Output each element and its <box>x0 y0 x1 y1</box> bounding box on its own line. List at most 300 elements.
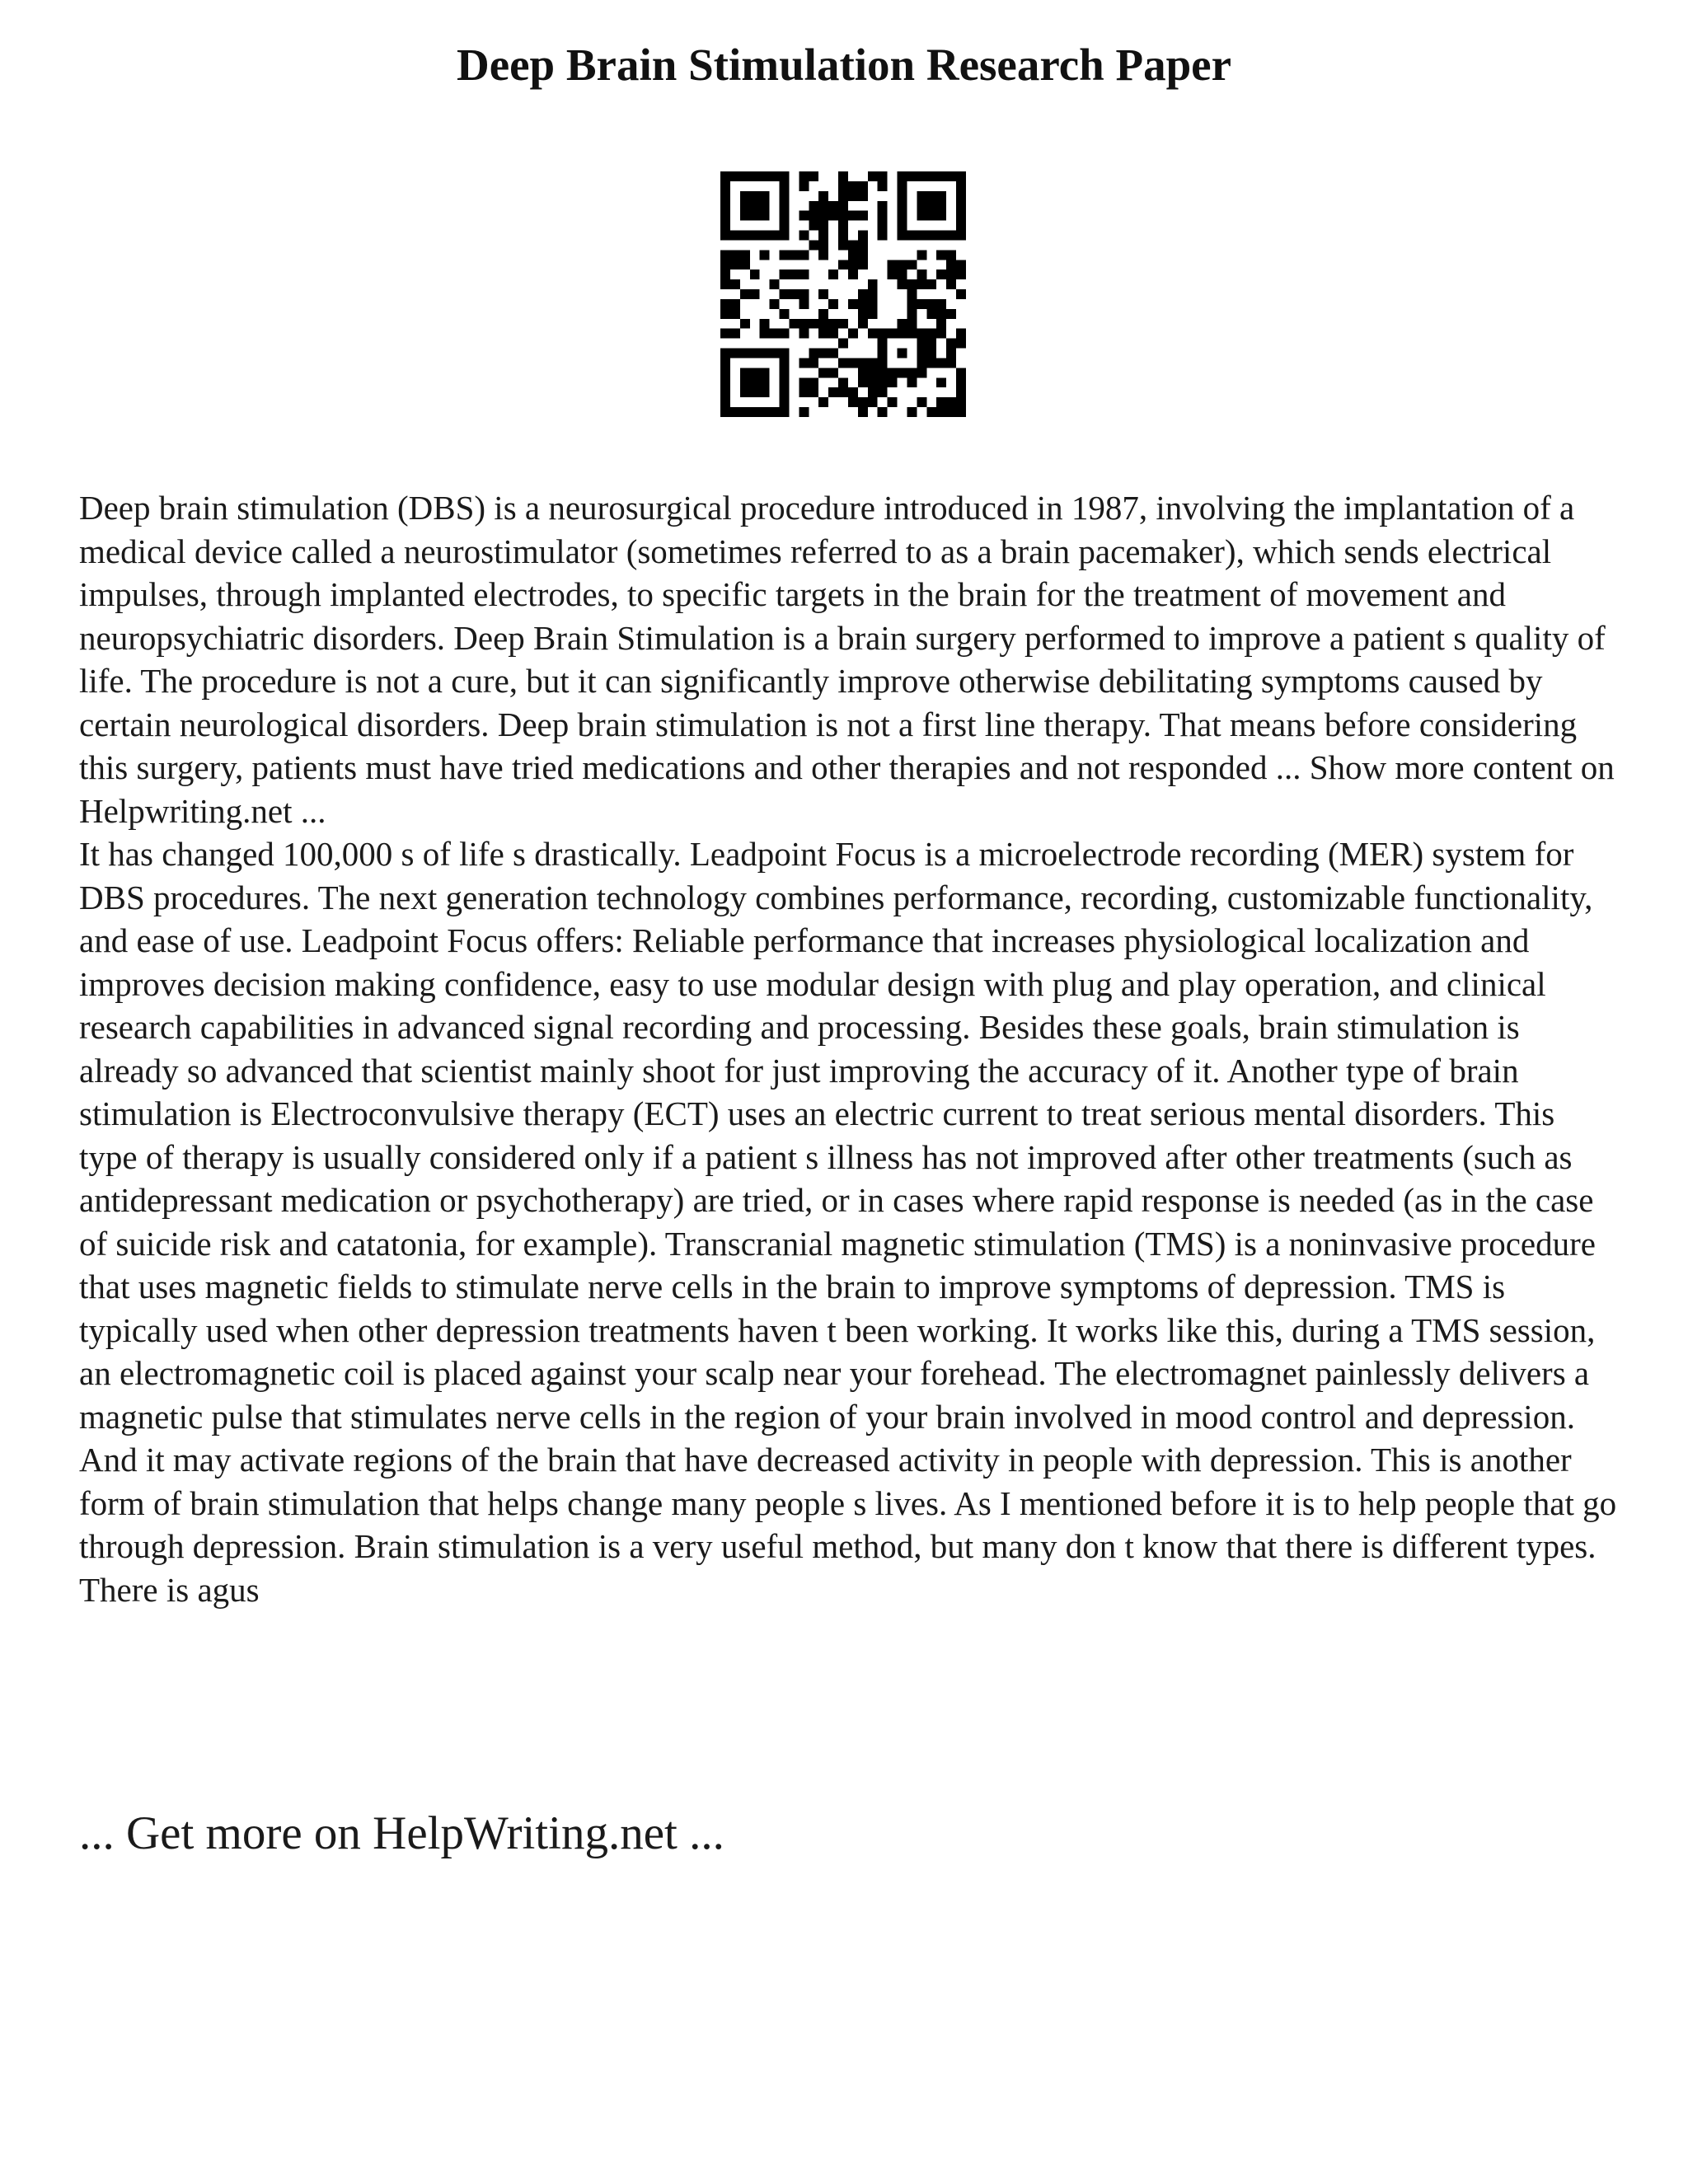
qr-module <box>750 269 760 279</box>
qr-module <box>818 319 828 329</box>
paragraph-2: It has changed 100,000 s of life s drastically. Leadpoint Focus is a microelectrode recording (MER) system for DBS procedures. The next generation technology combines performance, recording, customizable functionality, and ease of use. Leadpoint Focus offers: Reliable performance that increases physiological localization and improves decision making confidence, easy to use modular design with plug and play operation, and clinical research capabilities in advanced signal recording and processing. Besides these goals, brain stimulation is already so advanced that scientist mainly shoot for just improving the accuracy of it. Another type of brain stimulation is Electroconvulsive therapy (ECT) uses an electric current to treat serious mental disorders. This type of therapy is usually considered only if a patient s illness has not improved after other treatments (such as antidepressant medication or psychotherapy) are tried, or in cases where rapid response is needed (as in the case of suicide risk and catatonia, for example). Transcranial magnetic stimulation (TMS) is a noninvasive procedure that uses magnetic fields to stimulate nerve cells in the brain to improve symptoms of depression. TMS is typically used when other depression treatments haven t been working. It works like this, during a TMS session, an electromagnetic coil is placed against your scalp near your forehead. The electromagnet painlessly delivers a magnetic pulse that stimulates nerve cells in the region of your brain involved in mood control and depression. And it may activate regions of the brain that have decreased activity in people with depression. This is another form of brain stimulation that helps change many people s lives. As I mentioned before it is to help people that go through depression. Brain stimulation is a very useful method, but many don t know that there is different types. There is agus <box>79 835 1617 1609</box>
qr-module <box>799 329 809 339</box>
qr-module <box>858 211 868 221</box>
qr-module <box>917 329 926 339</box>
qr-module <box>720 250 730 260</box>
qr-module <box>818 329 828 339</box>
qr-module <box>878 349 888 359</box>
qr-module <box>888 269 898 279</box>
qr-module <box>799 211 809 221</box>
qr-module <box>956 289 966 299</box>
qr-module <box>809 319 818 329</box>
qr-module <box>926 201 936 211</box>
qr-module <box>780 191 790 201</box>
qr-module <box>888 397 898 407</box>
qr-module <box>858 289 868 299</box>
qr-module <box>809 211 818 221</box>
qr-module <box>720 407 730 417</box>
qr-module <box>799 250 809 260</box>
qr-module <box>760 319 770 329</box>
qr-module <box>838 339 848 349</box>
qr-module <box>878 387 888 397</box>
qr-module <box>917 269 926 279</box>
qr-module <box>720 181 730 191</box>
qr-module <box>907 231 917 241</box>
qr-module <box>750 387 760 397</box>
qr-module <box>760 191 770 201</box>
qr-module <box>917 191 926 201</box>
qr-module <box>956 211 966 221</box>
qr-module <box>907 309 917 319</box>
qr-module <box>868 279 878 289</box>
qr-module <box>926 339 936 349</box>
qr-module <box>828 329 838 339</box>
qr-module <box>917 171 926 181</box>
qr-module <box>780 181 790 191</box>
qr-module <box>730 231 740 241</box>
qr-module <box>730 260 740 269</box>
qr-module <box>838 260 848 269</box>
qr-module <box>926 329 936 339</box>
qr-module <box>740 407 750 417</box>
qr-module <box>858 368 868 377</box>
qr-module <box>740 319 750 329</box>
qr-module <box>720 368 730 377</box>
qr-module <box>780 171 790 181</box>
qr-module <box>848 191 858 201</box>
qr-module <box>760 368 770 377</box>
qr-module <box>799 387 809 397</box>
qr-module <box>868 329 878 339</box>
paragraph-1: Deep brain stimulation (DBS) is a neurosurgical procedure introduced in 1987, involving the implantation of a medical device called a neurostimulator (sometimes referred to as a brain pacemaker), which sends electrical impulses, through implanted electrodes, to specific targets in the brain for the treatment of movement and neuropsychiatric disorders. Deep Brain Stimulation is a brain surgery performed to improve a patient s quality of life. The procedure is not a cure, but it can significantly improve otherwise debilitating symptoms caused by certain neurological disorders. Deep brain stimulation is not a first line therapy. That means before considering this surgery, patients must have tried medications and other therapies and not responded ... Show more content on Helpwriting.net ... <box>79 489 1615 830</box>
qr-module <box>878 221 888 231</box>
qr-module <box>956 269 966 279</box>
qr-module <box>956 181 966 191</box>
qr-module <box>926 309 936 319</box>
qr-module <box>809 201 818 211</box>
qr-module <box>780 407 790 417</box>
qr-module <box>898 368 907 377</box>
qr-module <box>878 201 888 211</box>
qr-module <box>917 201 926 211</box>
qr-module <box>770 329 780 339</box>
qr-module <box>858 397 868 407</box>
qr-module <box>838 231 848 241</box>
qr-module <box>936 201 946 211</box>
qr-module <box>818 368 828 377</box>
qr-module <box>740 171 750 181</box>
qr-module <box>740 349 750 359</box>
qr-module <box>809 358 818 368</box>
qr-module <box>878 339 888 349</box>
qr-module <box>750 407 760 417</box>
qr-module <box>789 269 799 279</box>
qr-module <box>730 250 740 260</box>
qr-module <box>936 319 946 329</box>
qr-module <box>898 279 907 289</box>
qr-module <box>936 309 946 319</box>
qr-module <box>946 171 956 181</box>
qr-module <box>868 289 878 299</box>
qr-module <box>936 407 946 417</box>
qr-module <box>956 339 966 349</box>
qr-module <box>926 171 936 181</box>
qr-module <box>799 299 809 309</box>
qr-module <box>907 279 917 289</box>
qr-module <box>760 407 770 417</box>
qr-module <box>828 299 838 309</box>
qr-module <box>917 358 926 368</box>
qr-module <box>838 191 848 201</box>
qr-module <box>740 191 750 201</box>
qr-module <box>780 377 790 387</box>
qr-module <box>848 250 858 260</box>
qr-module <box>838 319 848 329</box>
qr-module <box>956 221 966 231</box>
qr-module <box>936 171 946 181</box>
qr-module <box>780 201 790 211</box>
qr-module <box>760 329 770 339</box>
qr-module <box>946 349 956 359</box>
qr-module <box>907 299 917 309</box>
qr-module <box>956 231 966 241</box>
qr-module <box>818 397 828 407</box>
qr-module <box>760 231 770 241</box>
qr-module <box>750 289 760 299</box>
qr-module <box>926 231 936 241</box>
qr-module <box>730 309 740 319</box>
qr-module <box>780 368 790 377</box>
qr-module <box>888 329 898 339</box>
qr-module <box>828 269 838 279</box>
qr-module <box>936 211 946 221</box>
qr-module <box>907 377 917 387</box>
qr-module <box>907 260 917 269</box>
qr-module <box>780 387 790 397</box>
qr-module <box>946 231 956 241</box>
qr-module <box>878 407 888 417</box>
qr-module <box>898 211 907 221</box>
qr-module <box>898 191 907 201</box>
qr-module <box>799 269 809 279</box>
qr-module <box>858 377 868 387</box>
qr-module <box>720 201 730 211</box>
qr-module <box>750 201 760 211</box>
qr-module <box>936 191 946 201</box>
qr-module <box>780 349 790 359</box>
qr-module <box>926 299 936 309</box>
qr-module <box>858 250 868 260</box>
qr-module <box>720 377 730 387</box>
qr-module <box>720 397 730 407</box>
qr-module <box>936 269 946 279</box>
qr-module <box>898 201 907 211</box>
qr-module <box>818 221 828 231</box>
qr-module <box>888 368 898 377</box>
qr-module <box>828 201 838 211</box>
qr-module <box>946 250 956 260</box>
qr-module <box>946 260 956 269</box>
qr-module <box>888 260 898 269</box>
qr-module <box>878 377 888 387</box>
qr-module <box>750 211 760 221</box>
qr-module <box>848 240 858 250</box>
qr-module <box>799 319 809 329</box>
qr-module <box>917 211 926 221</box>
qr-module <box>799 358 809 368</box>
qr-module <box>780 221 790 231</box>
qr-module <box>946 269 956 279</box>
qr-module <box>838 387 848 397</box>
qr-module <box>848 260 858 269</box>
qr-module <box>780 397 790 407</box>
qr-module <box>740 211 750 221</box>
qr-module <box>809 377 818 387</box>
qr-module <box>898 269 907 279</box>
qr-module <box>888 377 898 387</box>
qr-module <box>780 211 790 221</box>
qr-module <box>799 231 809 241</box>
qr-module <box>936 329 946 339</box>
qr-module <box>720 269 730 279</box>
qr-module <box>838 171 848 181</box>
qr-module <box>818 201 828 211</box>
qr-module <box>956 260 966 269</box>
qr-module <box>818 191 828 201</box>
qr-module <box>858 181 868 191</box>
qr-module <box>868 358 878 368</box>
qr-module <box>760 377 770 387</box>
qr-module <box>946 279 956 289</box>
qr-module <box>838 201 848 211</box>
qr-module <box>770 231 780 241</box>
qr-module <box>799 407 809 417</box>
qr-module <box>936 250 946 260</box>
qr-module <box>818 250 828 260</box>
qr-module <box>720 260 730 269</box>
qr-module <box>917 368 926 377</box>
qr-module <box>720 309 730 319</box>
qr-module <box>936 231 946 241</box>
qr-module <box>828 349 838 359</box>
qr-module <box>750 368 760 377</box>
qr-module <box>809 349 818 359</box>
qr-module <box>740 368 750 377</box>
qr-module <box>799 171 809 181</box>
qr-module <box>848 211 858 221</box>
qr-module <box>760 211 770 221</box>
qr-module <box>720 299 730 309</box>
qr-module <box>898 319 907 329</box>
qr-module <box>760 387 770 397</box>
qr-module <box>956 377 966 387</box>
qr-module <box>720 211 730 221</box>
qr-module <box>760 250 770 260</box>
qr-module <box>926 407 936 417</box>
qr-module <box>760 349 770 359</box>
qr-module <box>898 260 907 269</box>
qr-module <box>809 387 818 397</box>
qr-module <box>878 368 888 377</box>
qr-module <box>917 299 926 309</box>
qr-module <box>720 231 730 241</box>
qr-module <box>946 309 956 319</box>
qr-module <box>848 299 858 309</box>
qr-module <box>898 349 907 359</box>
qr-module <box>956 407 966 417</box>
qr-module <box>868 368 878 377</box>
qr-module <box>868 299 878 309</box>
qr-module <box>956 329 966 339</box>
qr-module <box>818 211 828 221</box>
qr-module <box>750 349 760 359</box>
qr-module <box>818 231 828 241</box>
qr-module <box>848 397 858 407</box>
qr-module <box>858 260 868 269</box>
qr-module <box>907 171 917 181</box>
qr-module <box>720 349 730 359</box>
qr-module <box>848 269 858 279</box>
qr-module <box>868 377 878 387</box>
qr-module <box>838 358 848 368</box>
qr-module <box>946 358 956 368</box>
qr-module <box>730 349 740 359</box>
qr-module <box>907 329 917 339</box>
qr-module <box>730 329 740 339</box>
qr-module <box>868 309 878 319</box>
qr-module <box>838 211 848 221</box>
qr-module <box>780 309 790 319</box>
qr-module <box>956 387 966 397</box>
qr-module <box>858 299 868 309</box>
qr-module <box>917 231 926 241</box>
qr-module <box>750 231 760 241</box>
qr-module <box>838 377 848 387</box>
qr-module <box>730 171 740 181</box>
qr-module <box>838 240 848 250</box>
qr-module <box>799 181 809 191</box>
qr-module <box>740 201 750 211</box>
qr-module <box>750 171 760 181</box>
qr-module <box>730 279 740 289</box>
qr-module <box>740 377 750 387</box>
qr-module <box>858 358 868 368</box>
qr-module <box>956 191 966 201</box>
qr-module <box>770 171 780 181</box>
qr-module <box>878 231 888 241</box>
qr-module <box>848 358 858 368</box>
qr-module <box>907 407 917 417</box>
qr-module <box>956 397 966 407</box>
qr-module <box>780 329 790 339</box>
qr-module <box>780 358 790 368</box>
qr-module <box>789 319 799 329</box>
qr-module <box>818 309 828 319</box>
qr-module <box>898 181 907 191</box>
qr-module <box>770 407 780 417</box>
qr-module <box>878 181 888 191</box>
qr-module <box>740 231 750 241</box>
qr-module <box>936 299 946 309</box>
qr-module <box>848 329 858 339</box>
qr-module <box>770 349 780 359</box>
qr-module <box>848 387 858 397</box>
qr-module <box>898 329 907 339</box>
qr-module <box>878 211 888 221</box>
qr-module <box>780 269 790 279</box>
qr-module <box>770 279 780 289</box>
qr-module <box>848 181 858 191</box>
qr-module <box>926 191 936 201</box>
qr-module <box>720 358 730 368</box>
qr-module <box>917 250 926 260</box>
qr-module <box>838 181 848 191</box>
qr-module <box>956 201 966 211</box>
qr-module <box>760 201 770 211</box>
qr-module <box>898 221 907 231</box>
qr-module <box>917 397 926 407</box>
qr-module <box>858 407 868 417</box>
qr-module <box>818 240 828 250</box>
qr-module <box>878 358 888 368</box>
qr-module <box>907 368 917 377</box>
qr-module <box>898 231 907 241</box>
qr-module <box>838 221 848 231</box>
qr-module <box>956 171 966 181</box>
qr-module <box>789 250 799 260</box>
qr-module <box>907 289 917 299</box>
qr-module <box>809 171 818 181</box>
qr-module <box>730 407 740 417</box>
qr-module <box>828 387 838 397</box>
qr-module <box>720 387 730 397</box>
qr-module <box>720 329 730 339</box>
qr-module <box>868 171 878 181</box>
qr-module <box>858 231 868 241</box>
qr-module <box>818 289 828 299</box>
qr-module <box>828 319 838 329</box>
qr-module <box>720 191 730 201</box>
qr-module <box>946 339 956 349</box>
qr-module <box>750 191 760 201</box>
qr-module <box>868 387 878 397</box>
qr-module <box>858 319 868 329</box>
qr-module <box>926 358 936 368</box>
get-more-link[interactable]: ... Get more on HelpWriting.net ... <box>79 1807 724 1859</box>
qr-module <box>818 349 828 359</box>
qr-module <box>780 250 790 260</box>
qr-module <box>740 387 750 397</box>
qr-module <box>799 289 809 299</box>
qr-module <box>946 397 956 407</box>
qr-module <box>858 240 868 250</box>
qr-module <box>809 240 818 250</box>
qr-module <box>799 377 809 387</box>
qr-module <box>720 221 730 231</box>
qr-module <box>760 171 770 181</box>
qr-module <box>898 171 907 181</box>
qr-module <box>956 368 966 377</box>
qr-module <box>828 211 838 221</box>
qr-module <box>770 299 780 309</box>
qr-module <box>730 299 740 309</box>
qr-module <box>946 407 956 417</box>
qr-module <box>917 349 926 359</box>
qr-module <box>740 289 750 299</box>
article-body <box>79 486 1620 1611</box>
qr-module <box>858 309 868 319</box>
qr-module <box>917 279 926 289</box>
